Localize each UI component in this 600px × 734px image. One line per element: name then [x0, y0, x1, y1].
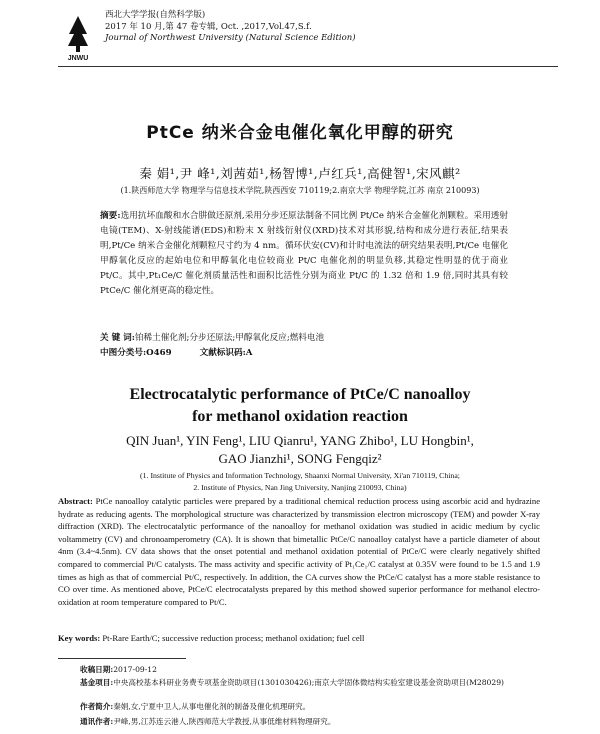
- affiliation-en: [0, 470, 600, 494]
- keywords-en-label: Key words:: [58, 633, 101, 643]
- journal-header: [105, 10, 356, 45]
- abstract-en-text: PtCe nanoalloy catalytic particles were prepared by a traditional chemical reduction process using ascorbic acid and hydrazine hydrate as reducing agents. The morphological structure was characterized by transmission electron microscopy (TEM) and powder X-ray diffraction (XRD). The electrocatalytic performance of the nanoalloy for methanol oxidation was studied in acidic medium by cyclic voltammetry (CV) and chronoamperometry (CA). It is shown that bimetallic PtCe/C nanoalloy catalyst have a particle diameter of about 4nm (3.4~4.5nm). CV data shows that the onset potential and methanol oxidation potential of PtCe/C were clearly negatively shifted compared to commercial Pt/C catalysts. The mass activity and specific activity of Pt₁Ce₁/C catalyst at 0.35V were found to be 1.5 and 1.9 times as high as that of commercial Pt/C, respectively. In addition, the CA curves show the PtCe/C catalyst has a more stable resistance to CO over time. As mentioned above, PtCe/C electrocatalysts prepared by this method showed superior performance for methanol electro-oxidation at room temperature compared to Pt/C.: [58, 496, 541, 607]
- title-en: [0, 384, 600, 428]
- issue-line: 2017 年 10 月,第 47 卷专辑, Oct. ,2017,Vol.47,S.f.: [105, 21, 312, 32]
- abstract-cn: [100, 209, 508, 299]
- keywords-cn-text: 铂稀土催化剂;分步还原法;甲醇氧化反应;燃料电池: [134, 333, 325, 343]
- footnote-fund: [80, 677, 550, 688]
- affiliation-en-line1: (1. Institute of Physics and Information Technology, Shaanxi Normal University, Xi'an 710119, China;: [140, 471, 460, 480]
- authors-en: [0, 432, 600, 468]
- footnote-received: [80, 664, 550, 675]
- footnote-author: [80, 701, 550, 712]
- header-rule: [58, 66, 558, 67]
- affiliation-en-line2: 2. Institute of Physics, Nan Jing University, Nanjing 210093, China): [193, 483, 407, 492]
- abstract-cn-text: 选用抗坏血酸和水合肼做还原剂,采用分步还原法制备不同比例 Pt/Ce 纳米合金催化剂颗粒。采用透射电镜(TEM)、X-射线能谱(EDS)和粉末 X 射线衍射仪(XRD)技术对其形貌,结构和成分进行表征,结果表明,Pt/Ce 纳米合金催化剂颗粒尺寸约为 4 nm。循环伏安(CV)和计时电流法的研究结果表明,Pt/Ce 电催化甲醇氧化反应的起始电位和甲醇氧化电位较商业 Pt/C 电催化剂的明显负移,其稳定性明显的优于商业 Pt/C。其中,Pt₁Ce/C 催化剂质量活性和面积比活性分别为商业 Pt/C 的 1.32 倍和 1.9 倍,同时其具有较 PtCe/C 催化剂更高的稳定性。: [100, 211, 508, 296]
- title-cn: PtCe 纳米合金电催化氧化甲醇的研究: [146, 123, 454, 143]
- author-label: 作者简介:: [80, 702, 114, 711]
- affiliation-cn: (1.陕西师范大学 物理学与信息技术学院,陕西西安 710119;2.南京大学 物理学院,江苏 南京 210093): [120, 186, 480, 195]
- abstract-en: [58, 495, 540, 608]
- corresponding-label: 通讯作者:: [80, 717, 114, 726]
- svg-text:JNWU: JNWU: [67, 55, 89, 62]
- footnote-rule: [58, 658, 186, 659]
- authors-cn: 秦 娟¹,尹 峰¹,刘茜茹¹,杨智博¹,卢红兵¹,高健智¹,宋风麒²: [139, 166, 461, 181]
- keywords-cn-label: 关 键 词:: [100, 333, 135, 343]
- footnote-corresponding: [80, 716, 550, 727]
- keywords-en: [58, 633, 364, 643]
- journal-name-cn: 西北大学学报(自然科学版): [105, 10, 206, 20]
- keywords-en-text: Pt-Rare Earth/C; successive reduction process; methanol oxidation; fuel cell: [102, 633, 365, 643]
- authors-en-line2: GAO Jianzhi¹, SONG Fengqiz²: [218, 451, 382, 466]
- abstract-cn-label: 摘要:: [100, 211, 121, 221]
- title-en-line1: Electrocatalytic performance of PtCe/C nanoalloy: [129, 386, 471, 403]
- clc-label: 中图分类号:: [100, 348, 147, 358]
- author-text: 秦娟,女,宁夏中卫人,从事电催化剂的制备及催化机理研究。: [113, 702, 311, 711]
- doc-code-value: A: [245, 348, 253, 358]
- received-label: 收稿日期:: [80, 665, 114, 674]
- title-en-line2: for methanol oxidation reaction: [192, 408, 408, 425]
- journal-logo: [58, 14, 98, 62]
- keywords-cn: [100, 331, 324, 343]
- corresponding-text: 尹峰,男,江苏连云港人,陕西师范大学教授,从事低维材料物理研究。: [113, 717, 336, 726]
- authors-en-line1: QIN Juan¹, YIN Feng¹, LIU Qianru¹, YANG Zhibo¹, LU Hongbin¹,: [126, 433, 474, 448]
- fund-text: 中央高校基本科研业务费专项基金资助项目(1301030426);南京大学固体微结构实验室建设基金资助项目(M28029): [113, 678, 504, 687]
- doc-code-label: 文献标识码:: [199, 348, 246, 358]
- received-date: 2017-09-12: [113, 665, 157, 674]
- clc-value: O469: [146, 348, 172, 358]
- fund-label: 基金项目:: [80, 678, 114, 687]
- abstract-en-label: Abstract:: [58, 496, 93, 506]
- journal-name-en: Journal of Northwest University (Natural Science Edition): [105, 33, 356, 43]
- classification-cn: [100, 346, 252, 358]
